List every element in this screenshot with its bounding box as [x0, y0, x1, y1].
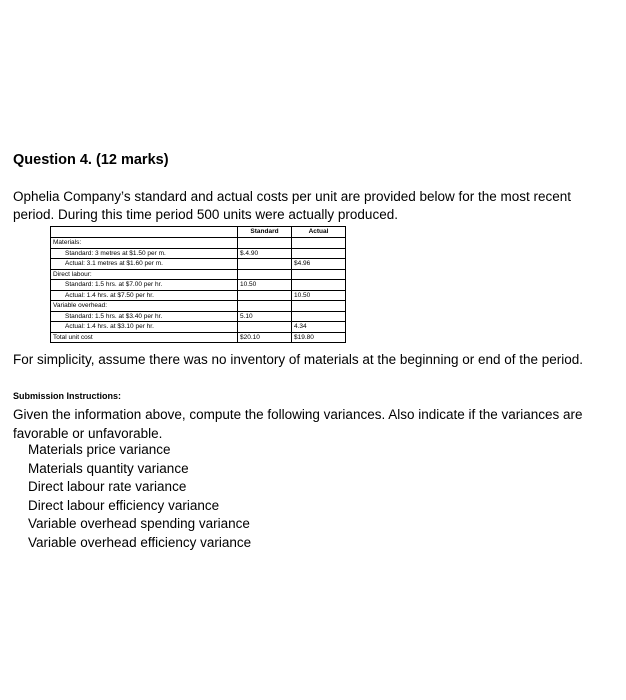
- table-row: [51, 322, 346, 333]
- total-standard: $20.10: [238, 332, 292, 343]
- row-actual: 4.34: [292, 322, 346, 333]
- row-standard: [238, 238, 292, 249]
- row-standard: 5.10: [238, 311, 292, 322]
- list-item: Direct labour efficiency variance: [28, 497, 220, 513]
- row-standard: $.4.90: [238, 248, 292, 259]
- row-label: Direct labour:: [51, 269, 238, 280]
- list-item: Variable overhead spending variance: [28, 516, 250, 531]
- question-title: Question 4. (12 marks): [13, 152, 169, 168]
- row-label: Standard: 1.5 hrs. at $7.00 per hr.: [51, 280, 238, 291]
- table-header-standard: Standard: [238, 227, 292, 238]
- table-header-row: [51, 227, 346, 238]
- row-label: Variable overhead:: [51, 301, 238, 312]
- table-row: [51, 311, 346, 322]
- variance-list: [28, 441, 251, 552]
- row-actual: [292, 311, 346, 322]
- row-label: Actual: 1.4 hrs. at $3.10 per hr.: [51, 322, 238, 333]
- submission-text: Given the information above, compute the following variances. Also indicate if the variances are favorable or unfavorable.: [13, 407, 583, 441]
- row-actual: [292, 301, 346, 312]
- row-standard: 10.50: [238, 280, 292, 291]
- row-actual: [292, 238, 346, 249]
- total-actual: $19.80: [292, 332, 346, 343]
- row-standard: [238, 322, 292, 333]
- row-actual: [292, 248, 346, 259]
- row-standard: [238, 259, 292, 270]
- row-label: Actual: 1.4 hrs. at $7.50 per hr.: [51, 290, 238, 301]
- table-row: [51, 280, 346, 291]
- row-label: Standard: 3 metres at $1.50 per m.: [51, 248, 238, 259]
- table-row: [51, 259, 346, 270]
- submission-heading: Submission Instructions:: [13, 391, 122, 401]
- row-label: Materials:: [51, 238, 238, 249]
- list-item: Variable overhead efficiency variance: [28, 534, 252, 550]
- table-row: [51, 269, 346, 280]
- table-row: [51, 238, 346, 249]
- table-header-label: [51, 227, 238, 238]
- list-item: Materials quantity variance: [28, 460, 189, 476]
- table-header-actual: Actual: [292, 227, 346, 238]
- row-standard: [238, 301, 292, 312]
- total-label: Total unit cost: [51, 332, 238, 343]
- table-row: [51, 290, 346, 301]
- row-actual: [292, 269, 346, 280]
- simplicity-note: For simplicity, assume there was no inventory of materials at the beginning or end of the period.: [13, 352, 584, 367]
- row-standard: [238, 290, 292, 301]
- table-row: [51, 301, 346, 312]
- table-row: [51, 248, 346, 259]
- table-total-row: [51, 332, 346, 343]
- list-item: Direct labour rate variance: [28, 479, 187, 494]
- row-actual: $4.96: [292, 259, 346, 270]
- row-actual: 10.50: [292, 290, 346, 301]
- row-label: Standard: 1.5 hrs. at $3.40 per hr.: [51, 311, 238, 322]
- row-standard: [238, 269, 292, 280]
- row-actual: [292, 280, 346, 291]
- question-intro: Ophelia Company’s standard and actual costs per unit are provided below for the most recent period. During this time period 500 units were actually produced.: [13, 189, 572, 222]
- row-label: Actual: 3.1 metres at $1.60 per m.: [51, 259, 238, 270]
- list-item: Materials price variance: [28, 442, 171, 457]
- cost-table: [50, 226, 346, 343]
